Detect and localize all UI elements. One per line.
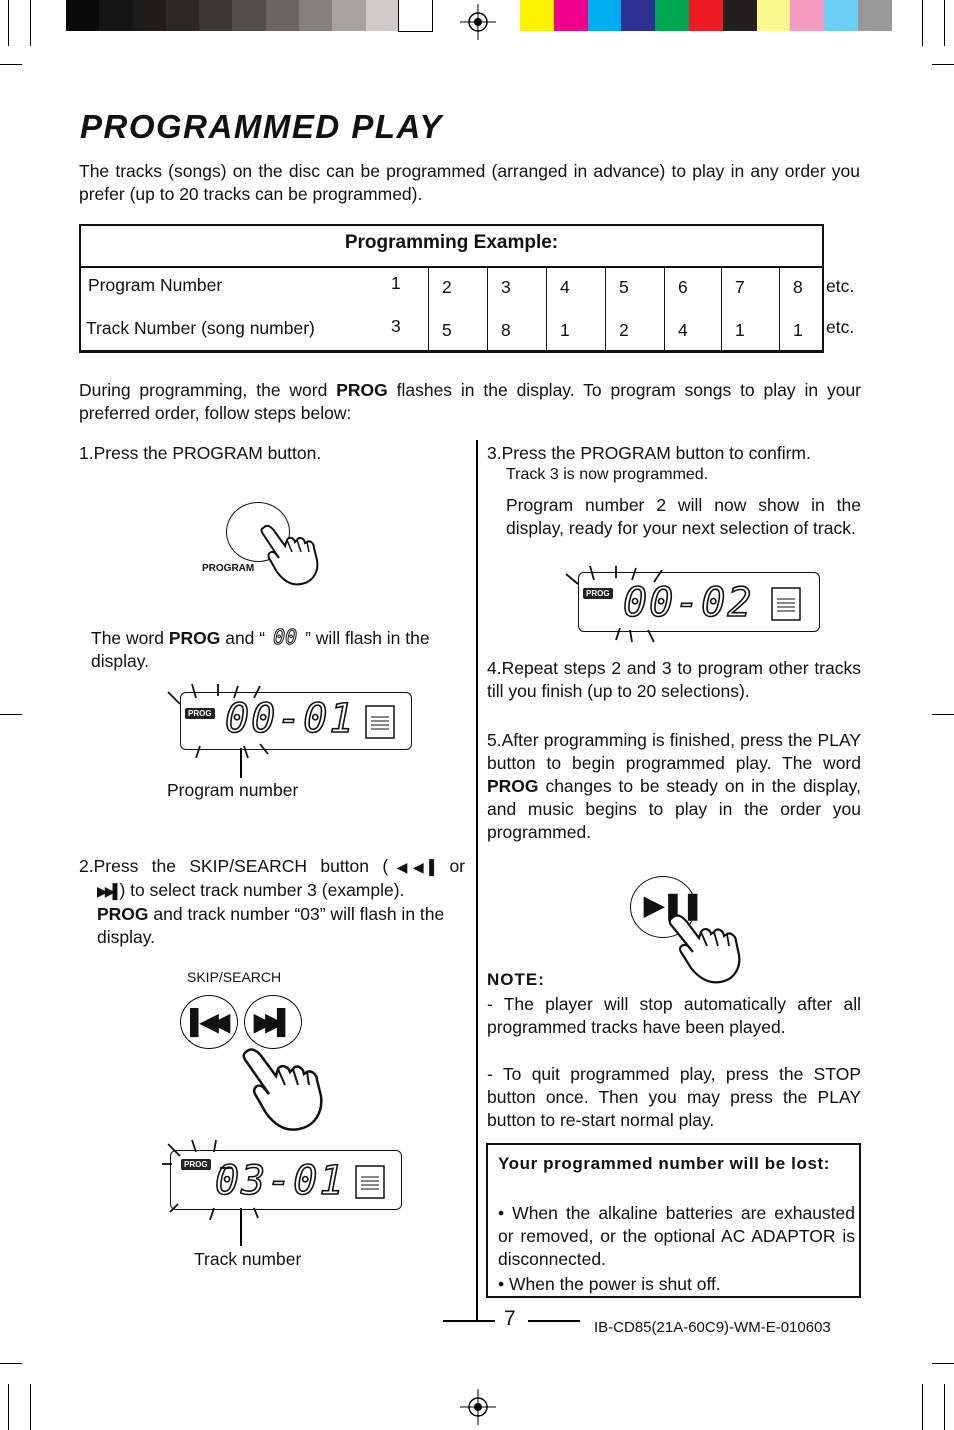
step-5 [487,729,861,844]
step-2-text: 2.Press the SKIP/SEARCH button ( [79,856,389,876]
crop-mark [8,0,9,46]
track-number-cell: 1 [735,320,745,340]
note-title: NOTE: [487,970,545,989]
step-3-sub2-text: Program number 2 will now show in the display, ready for your next selection of track. [506,495,861,538]
table-column-divider [487,268,488,350]
color-swatch [655,0,689,31]
note-1-text: - The player will stop automatically after all programmed tracks have been played. [487,994,861,1037]
step-5-text: changes to be steady on in the display, and music begins to play in the order you programmed. [487,776,861,842]
program-number-cell: 6 [678,277,688,297]
color-swatch [133,0,166,31]
crop-mark [30,1384,31,1430]
warning-item-2: • When the power is shut off. [498,1274,721,1294]
program-number-cell: 2 [442,277,452,297]
prog-word: PROG [168,628,221,648]
during-paragraph [79,379,861,425]
table-header: Programming Example: [81,226,822,268]
prog-word: PROG [97,904,149,924]
program-button-label: PROGRAM [202,563,255,574]
color-swatch [332,0,365,31]
crop-mark [0,1363,22,1364]
prog-indicator: PROG [583,588,613,599]
disc-icon [365,705,395,739]
footer-rule [443,1320,495,1322]
step-1-note [91,626,467,673]
disc-icon [355,1165,385,1199]
skip-search-label: SKIP/SEARCH [187,969,282,985]
table-column-divider [721,268,722,350]
crop-mark [0,64,22,65]
color-bar [520,0,892,31]
color-swatch [858,0,892,31]
pointer-line [240,1208,242,1246]
color-swatch [520,0,554,31]
row-label-program-number: Program Number [88,275,223,295]
program-number-cell: 5 [619,277,629,297]
crop-mark [30,0,31,46]
step-1: 1.Press the PROGRAM button. [79,443,322,463]
step-2-text: and track number “03” will flash in the display. [97,904,445,947]
step-2-text: or [449,856,465,876]
color-swatch [757,0,791,31]
intro-text: The tracks (songs) on the disc can be programmed (arranged in advance) to play in any order you prefer (up to 20 tracks can be programmed). [79,161,860,204]
display-digits: 03-01 [215,1158,346,1204]
prog-word: PROG [487,776,539,796]
step-5-text: 5.After programming is finished, press the PLAY button to begin programmed play. The word [487,730,861,773]
intro-paragraph [79,160,860,206]
crop-mark [932,1363,954,1364]
skip-forward-icon: ▶▶▌ [254,1009,287,1036]
column-divider [476,440,478,1320]
crop-mark [944,1384,945,1430]
program-number-cell: 3 [501,277,511,297]
track-number-cell: 4 [678,320,688,340]
color-swatch [299,0,332,31]
color-swatch [66,0,99,31]
during-text: flashes in the display. To program songs to play in your preferred order, follow steps below: [79,380,861,423]
pointer-line [240,748,242,778]
note-1 [487,993,861,1039]
prog-indicator: PROG [181,1159,211,1170]
footer-rule [528,1320,580,1322]
note-2 [487,1063,861,1132]
pointing-hand-icon [236,1042,332,1138]
skip-forward-icon: ▶▶▌ [97,883,120,899]
table-column-divider [605,268,606,350]
warning-title: Your programmed number will be lost: [498,1154,831,1173]
track-number-cell: 8 [501,320,511,340]
flash-rays-icon [158,1138,288,1222]
pointing-hand-icon [255,520,325,590]
color-swatch [824,0,858,31]
step-3-sub1: Track 3 is now programmed. [506,466,709,483]
crop-mark [932,64,954,65]
crop-mark [0,714,22,715]
track-number-cell: 3 [391,316,401,336]
crop-mark [8,1384,9,1430]
crop-mark [922,0,923,46]
pointing-hand-icon [664,910,748,986]
color-swatch [366,0,399,31]
program-number-cell: 8 [793,277,803,297]
document-code: IB-CD85(21A-60C9)-WM-E-010603 [594,1319,831,1336]
track-number-cell: 1 [560,320,570,340]
warning-item-1: • When the alkaline batteries are exhausted or removed, or the optional AC ADAPTOR is disconnected. [498,1203,855,1269]
flash-rays-icon [560,562,690,646]
track-number-caption: Track number [194,1249,302,1269]
disc-icon [771,587,801,621]
display-digits: 00-01 [225,696,356,742]
crop-mark [932,714,954,715]
play-pause-icon: ▶❚❚ [644,890,702,920]
step-2 [79,855,465,949]
step-3-sub2 [506,494,861,540]
table-column-divider [546,268,547,350]
color-swatch [588,0,622,31]
track-number-cell: 1 [793,320,803,340]
step-1-note-text: ” will flash in the display. [91,628,430,671]
program-number-cell: 4 [560,277,570,297]
step-1-note-text: The word [91,628,169,648]
step-4 [487,657,861,703]
crop-mark [922,1384,923,1430]
table-column-divider [664,268,665,350]
track-number-cell: 2 [619,320,629,340]
registration-mark-top [460,4,496,40]
etc-label: etc. [826,276,855,296]
etc-label: etc. [826,317,855,337]
program-number-cell: 1 [391,273,401,293]
prog-indicator: PROG [185,708,215,719]
color-swatch [554,0,588,31]
step-4-text: 4.Repeat steps 2 and 3 to program other tracks till you finish (up to 20 selections). [487,658,861,701]
table-column-divider [779,268,780,350]
color-swatch [232,0,265,31]
warning-box [486,1143,861,1298]
flash-rays-icon [160,680,290,762]
skip-back-icon: ▌◀◀ [190,1009,223,1036]
color-swatch [166,0,199,31]
step-2-text: ) to select track number 3 (example). [119,880,405,900]
track-number-cell: 5 [442,320,452,340]
prog-word: PROG [336,380,388,400]
during-text: During programming, the word [79,380,337,400]
blank-digits-icon: 00 [273,625,298,649]
row-label-track-number: Track Number (song number) [86,318,315,338]
program-number-cell: 7 [735,277,745,297]
step-3: 3.Press the PROGRAM button to confirm. [487,443,811,463]
page-title: PROGRAMMED PLAY [80,108,443,145]
color-swatch [621,0,655,31]
color-swatch [689,0,723,31]
color-swatch [99,0,132,31]
color-swatch [199,0,232,31]
program-number-caption: Program number [167,780,299,800]
skip-back-icon: ◀◀▌ [388,859,437,875]
display-digits: 00-02 [623,580,754,626]
color-swatch [790,0,824,31]
step-1-note-text: and “ [220,628,266,648]
note-2-text: - To quit programmed play, press the STOP button once. Then you may press the PLAY button to re-start normal play. [487,1064,861,1130]
color-swatch [399,0,432,31]
table-column-divider [428,268,429,350]
crop-mark [944,0,945,46]
color-swatch [723,0,757,31]
grayscale-bar [66,0,432,31]
color-swatch [266,0,299,31]
page-number: 7 [504,1307,516,1330]
programming-example-table [79,224,824,353]
registration-mark-bottom [460,1389,496,1425]
